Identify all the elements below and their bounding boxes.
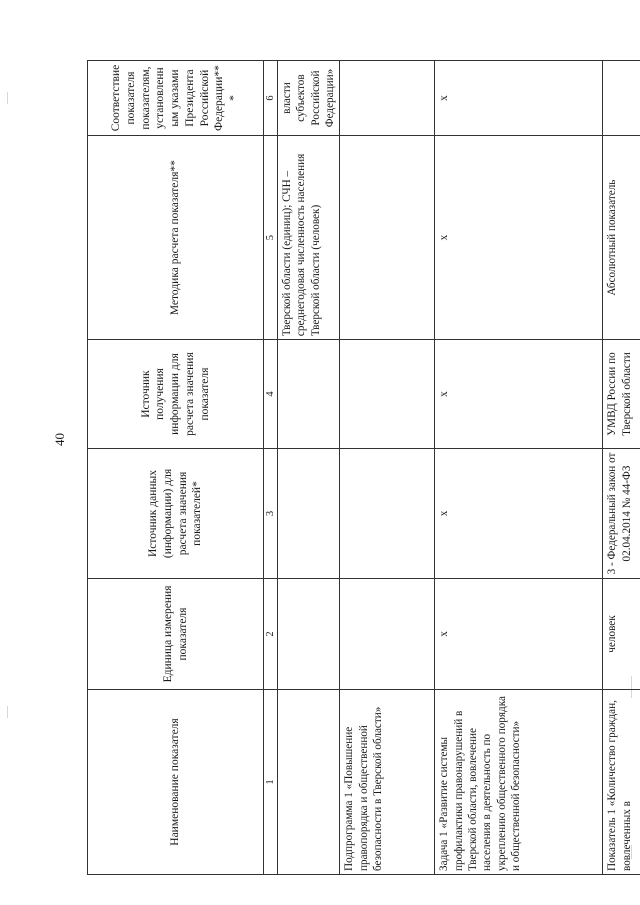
table-cell	[340, 61, 435, 136]
table-row	[340, 61, 435, 875]
column-number-row	[264, 61, 278, 875]
table-cell: 3 - Федеральный закон от 02.04.2014 № 44-ФЗ	[603, 448, 640, 578]
header-info-source: Источник получения информации для расчета значения показателя	[88, 340, 264, 449]
table-cell: УМВД России по Тверской области	[603, 340, 640, 449]
table-row	[603, 61, 640, 875]
scan-mark	[7, 92, 8, 104]
table-cell: x	[435, 340, 603, 449]
table-cell: Тверской области (единиц); СЧН – среднегодовая численность населения Тверской области (человек)	[278, 136, 340, 340]
column-number: 4	[264, 340, 278, 449]
table-cell	[278, 340, 340, 449]
header-unit: Единица измерения показателя	[88, 579, 264, 690]
page-number: 40	[52, 433, 67, 446]
table-cell: Абсолютный показатель	[603, 136, 640, 340]
scan-mark	[7, 706, 8, 718]
table-cell	[340, 579, 435, 690]
table-cell: Показатель 1 «Количество граждан, вовлеченных в	[603, 690, 640, 875]
header-row	[88, 61, 264, 875]
table-cell: x	[435, 136, 603, 340]
table-cell: x	[435, 448, 603, 578]
table-cell: x	[435, 61, 603, 136]
table-cell: Задача 1 «Развитие системы профилактики правонарушений в Тверской области, вовлечение населения в деятельность по укреплению общественного порядка и общественной безопасности»	[435, 690, 603, 875]
table-cell: власти субъектов Российской Федерации»	[278, 61, 340, 136]
table-cell	[603, 61, 640, 136]
rotated-table-container	[87, 60, 640, 875]
header-compliance: Соответствие показателя показателям, установленным указами Президента Российской Федерации***	[88, 61, 264, 136]
column-number: 2	[264, 579, 278, 690]
table-cell: x	[435, 579, 603, 690]
table-cell	[278, 579, 340, 690]
table-cell	[278, 448, 340, 578]
table-cell: Подпрограмма 1 «Повышение правопорядка и общественной безопасности в Тверской области»	[340, 690, 435, 875]
table-cell	[340, 136, 435, 340]
column-number: 1	[264, 690, 278, 875]
header-method: Методика расчета показателя**	[88, 136, 264, 340]
table-cell	[340, 448, 435, 578]
table-cell	[278, 690, 340, 875]
header-data-source: Источник данных (информации) для расчета значения показателей*	[88, 448, 264, 578]
table-cell: человек	[603, 579, 640, 690]
table-row	[278, 61, 340, 875]
table-cell	[340, 340, 435, 449]
column-number: 5	[264, 136, 278, 340]
column-number: 3	[264, 448, 278, 578]
indicators-table	[87, 60, 640, 875]
column-number: 6	[264, 61, 278, 136]
header-indicator-name: Наименование показателя	[88, 690, 264, 875]
table-row	[435, 61, 603, 875]
